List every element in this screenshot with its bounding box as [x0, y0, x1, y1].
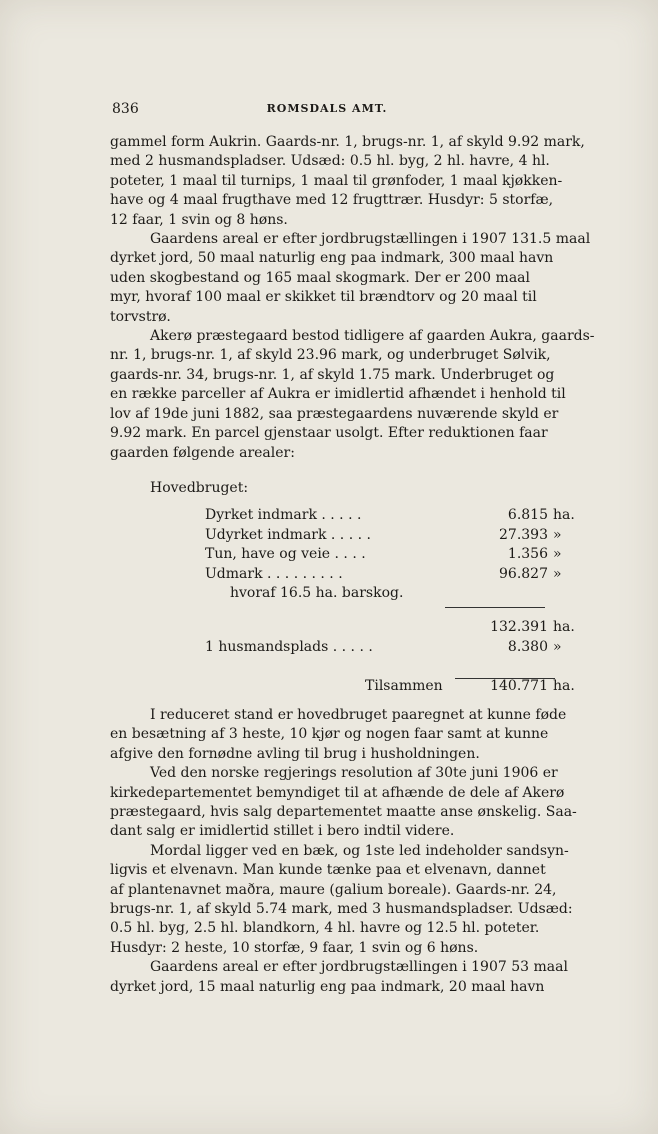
- row-value: 27.393: [499, 526, 548, 543]
- row-label: 1 husmandsplads . . . . .: [205, 638, 373, 655]
- table-row: [110, 565, 640, 585]
- row-unit: ha.: [553, 507, 575, 523]
- total-row: [110, 677, 640, 697]
- row-label: Tun, have og veie . . . .: [205, 546, 366, 563]
- table-row: [110, 526, 640, 546]
- text-line: Ved den norske regjerings resolution af 30te juni 1906 er: [150, 765, 558, 782]
- row-value: 96.827: [499, 565, 548, 582]
- total-value: 140.771: [490, 678, 548, 695]
- paragraph-resolution: [110, 764, 640, 842]
- text-line: en besætning af 3 heste, 10 kjør og nogen faar samt at kunne: [110, 726, 549, 743]
- text-line: torvstrø.: [110, 308, 171, 325]
- paragraph-akero: [110, 327, 640, 463]
- text-line: lov af 19de juni 1882, saa præstegaardens nuværende skyld er: [110, 405, 559, 422]
- table-heading: Hovedbruget:: [150, 480, 249, 496]
- text-line: dyrket jord, 15 maal naturlig eng paa indmark, 20 maal havn: [110, 978, 545, 995]
- text-line: myr, hvoraf 100 maal er skikket til brændtorv og 20 maal til: [110, 289, 537, 306]
- subtotal-value: 132.391: [490, 618, 548, 635]
- subtotal-rule: [445, 607, 545, 608]
- paragraph-reduceret: [110, 706, 640, 764]
- running-title: ROMSDALS AMT.: [266, 102, 388, 115]
- total-label: Tilsammen: [365, 678, 443, 695]
- row-value: 8.380: [507, 638, 548, 655]
- total-unit: ha.: [553, 678, 575, 695]
- subtotal-row: [110, 618, 640, 638]
- text-line: præstegaard, hvis salg departementet maatte anse ønskelig. Saa-: [110, 804, 577, 821]
- text-line: 0.5 hl. byg, 2.5 hl. blandkorn, 4 hl. havre og 12.5 hl. poteter.: [110, 920, 540, 937]
- paragraph-mordal: [110, 842, 640, 958]
- text-line: afgive den fornødne avling til brug i husholdningen.: [110, 745, 480, 762]
- text-line: Mordal ligger ved en bæk, og 1ste led indeholder sandsyn-: [150, 842, 569, 859]
- text-line: uden skogbestand og 165 maal skogmark. Der er 200 maal: [110, 269, 530, 286]
- page-header: [112, 101, 542, 119]
- row-unit: »: [553, 526, 562, 543]
- text-line: poteter, 1 maal til turnips, 1 maal til grønfoder, 1 maal kjøkken-: [110, 172, 563, 189]
- text-line: med 2 husmandspladser. Udsæd: 0.5 hl. byg, 2 hl. havre, 4 hl.: [110, 153, 550, 170]
- text-line: 12 faar, 1 svin og 8 høns.: [110, 211, 288, 228]
- row-label: Udyrket indmark . . . . .: [205, 526, 371, 543]
- text-line: ligvis et elvenavn. Man kunde tænke paa et elvenavn, dannet: [110, 862, 546, 879]
- text-line: dyrket jord, 50 maal naturlig eng paa indmark, 300 maal havn: [110, 250, 554, 267]
- text-line: Gaardens areal er efter jordbrugstællingen i 1907 131.5 maal: [150, 231, 591, 248]
- text-block-bottom: [110, 706, 640, 997]
- row-unit: »: [553, 546, 562, 563]
- text-line: brugs-nr. 1, af skyld 5.74 mark, med 3 husmandspladser. Udsæd:: [110, 901, 573, 918]
- text-line: dant salg er imidlertid stillet i bero indtil videre.: [110, 823, 455, 840]
- text-line: kirkedepartementet bemyndiget til at afhænde de dele af Akerø: [110, 784, 565, 801]
- text-line: 9.92 mark. En parcel gjenstaar usolgt. Efter reduktionen faar: [110, 425, 548, 442]
- barskog-note: hvoraf 16.5 ha. barskog.: [230, 585, 404, 602]
- paragraph-areal: [110, 230, 640, 327]
- text-line: I reduceret stand er hovedbruget paaregnet at kunne føde: [150, 707, 567, 723]
- row-value: 6.815: [507, 507, 548, 523]
- text-line: gammel form Aukrin. Gaards-nr. 1, brugs-nr. 1, af skyld 9.92 mark,: [110, 134, 585, 150]
- table-note-row: [110, 584, 640, 604]
- text-line: en række parceller af Aukra er imidlertid afhændet i henhold til: [110, 386, 566, 403]
- row-label: Udmark . . . . . . . . .: [205, 565, 343, 582]
- row-unit: »: [553, 565, 562, 582]
- paragraph-aukrin: [110, 133, 640, 230]
- paragraph-mordal-areal: [110, 958, 640, 997]
- text-line: gaards-nr. 34, brugs-nr. 1, af skyld 1.75 mark. Underbruget og: [110, 366, 555, 383]
- table-row: [110, 638, 640, 658]
- text-line: Akerø præstegaard bestod tidligere af gaarden Aukra, gaards-: [150, 328, 595, 345]
- text-line: gaarden følgende arealer:: [110, 444, 295, 461]
- table-row: [110, 506, 640, 526]
- text-line: af plantenavnet maðra, maure (galium boreale). Gaards-nr. 24,: [110, 881, 557, 898]
- text-line: Gaardens areal er efter jordbrugstællingen i 1907 53 maal: [150, 959, 568, 976]
- text-block-top: [110, 133, 640, 463]
- page-number: 836: [112, 101, 139, 117]
- table-row: [110, 545, 640, 565]
- text-line: nr. 1, brugs-nr. 1, af skyld 23.96 mark, og underbruget Sølvik,: [110, 347, 551, 364]
- row-label: Dyrket indmark . . . . .: [205, 507, 362, 523]
- subtotal-unit: ha.: [553, 618, 575, 635]
- row-value: 1.356: [507, 546, 548, 563]
- text-line: Husdyr: 2 heste, 10 storfæ, 9 faar, 1 svin og 6 høns.: [110, 939, 479, 956]
- row-unit: »: [553, 638, 562, 655]
- text-line: have og 4 maal frugthave med 12 frugttrær. Husdyr: 5 storfæ,: [110, 192, 554, 209]
- area-table: [110, 506, 640, 697]
